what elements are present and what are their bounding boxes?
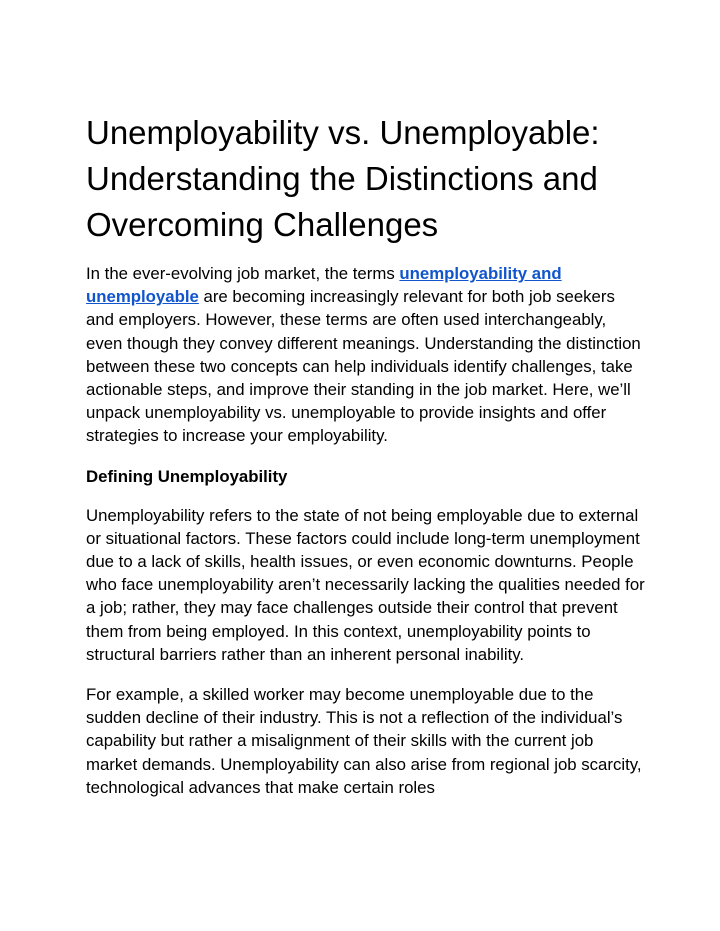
intro-paragraph — [86, 262, 646, 448]
document-title: Unemployability vs. Unemployable: Understanding the Distinctions and Overcoming Challenges — [86, 114, 600, 243]
section-paragraph-1: Unemployability refers to the state of not being employable due to external or situational factors. These factors could include long-term unemployment due to a lack of skills, health issues, or even economic downturns. People who face unemployability aren’t necessarily lacking the qualities needed for a job; rather, they may face challenges outside their control that prevent them from being employed. In this context, unemployability points to structural barriers rather than an inherent personal inability. — [86, 505, 645, 664]
document-page — [86, 110, 646, 816]
unemployability-link[interactable]: unemployability and unemployable — [86, 264, 562, 307]
intro-text-before-link: In the ever-evolving job market, the terms — [86, 264, 400, 283]
intro-text-after-link: are becoming increasingly relevant for both job seekers and employers. However, these terms are often used interchangeably, even though they convey different meanings. Understanding the distinction between these two concepts can help individuals identify challenges, take actionable steps, and improve their standing in the job market. Here, we’ll unpack unemployability vs. unemployable to provide insights and offer strategies to increase your employability. — [86, 287, 641, 446]
section-heading-defining-unemployability: Defining Unemployability — [86, 466, 288, 486]
section-paragraph-2: For example, a skilled worker may become unemployable due to the sudden decline of their industry. This is not a reflection of the individual’s capability but rather a misalignment of their skills with the current job market demands. Unemployability can also arise from regional job scarcity, technological advances that make certain roles — [86, 685, 642, 797]
